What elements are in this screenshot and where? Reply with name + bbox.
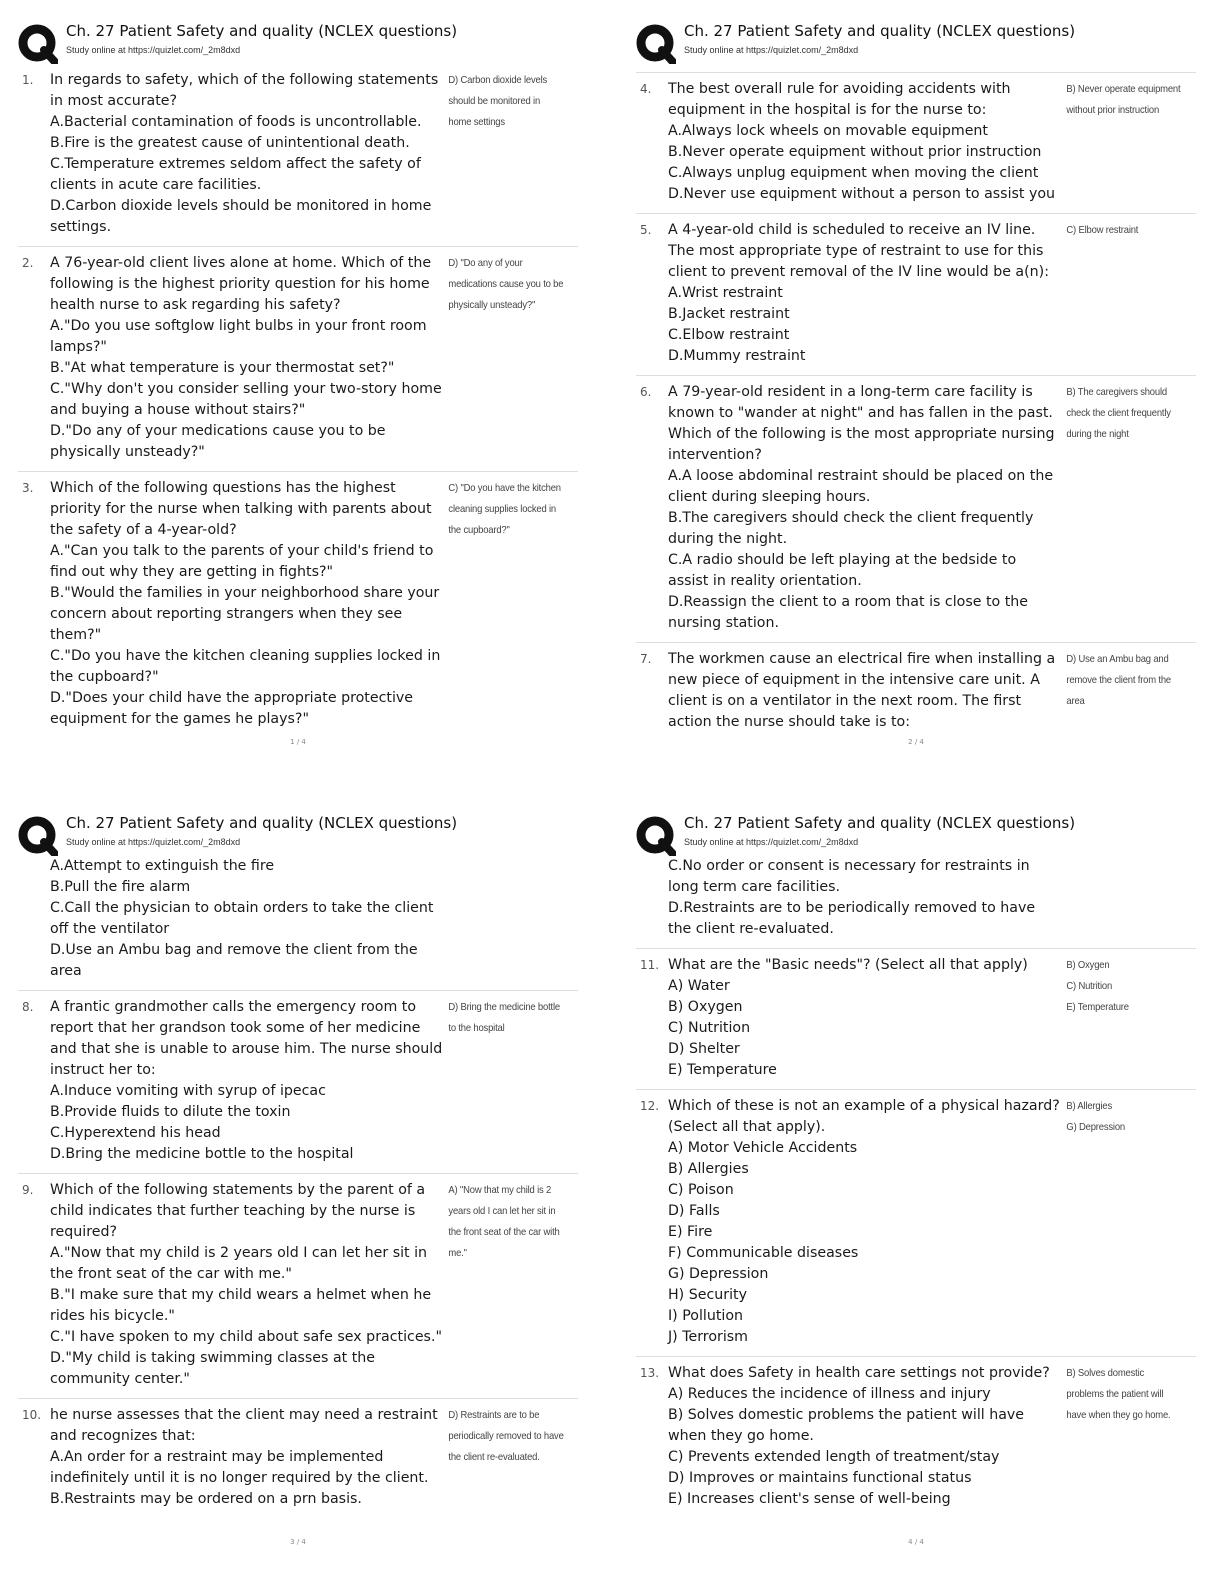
question-stem: What are the "Basic needs"? (Select all that apply): [668, 957, 1028, 973]
document-title: Ch. 27 Patient Safety and quality (NCLEX questions): [66, 814, 458, 832]
document-title: Ch. 27 Patient Safety and quality (NCLEX questions): [684, 22, 1076, 40]
answer-option: B) Solves domestic problems the patient will have when they go home.: [668, 1407, 1025, 1444]
question-number: 10.: [22, 1408, 42, 1422]
question-body: [50, 1405, 443, 1510]
question-number: 3.: [22, 481, 34, 495]
answer-option: C.Call the physician to obtain orders to take the client off the ventilator: [50, 900, 434, 937]
answer-option: J) Terrorism: [668, 1329, 748, 1345]
correct-answer: B) Allergies G) Depression: [1066, 1100, 1125, 1133]
answer-option: A.Induce vomiting with syrup of ipecac: [50, 1083, 326, 1099]
question-stem: The best overall rule for avoiding accidents with equipment in the hospital is for the nurse to:: [668, 81, 1011, 118]
answer-option: D) Improves or maintains functional status: [668, 1470, 972, 1486]
answer-option: D.Use an Ambu bag and remove the client from the area: [50, 942, 418, 979]
page-header: [636, 20, 1196, 64]
question-card: [636, 643, 1196, 741]
question-stem: Which of the following questions has the highest priority for the nurse when talking with parents about the safety of a 4-year-old?: [50, 480, 432, 538]
answer-option: A.Wrist restraint: [668, 285, 783, 301]
answer-option: C.Hyperextend his head: [50, 1125, 221, 1141]
correct-answer: D) "Do any of your medications cause you to be physically unsteady?": [448, 257, 564, 311]
question-card: [636, 214, 1196, 376]
quizlet-logo-icon: [18, 24, 58, 64]
question-body: [50, 70, 443, 238]
answer-option: C) Prevents extended length of treatment/stay: [668, 1449, 1000, 1465]
document-title: Ch. 27 Patient Safety and quality (NCLEX questions): [66, 22, 458, 40]
answer-option: B.The caregivers should check the client frequently during the night.: [668, 510, 1034, 547]
question-number: 1.: [22, 73, 34, 87]
answer-option: B.Restraints may be ordered on a prn basis.: [50, 1491, 362, 1507]
answer-option: A.Always lock wheels on movable equipment: [668, 123, 988, 139]
question-body: [50, 478, 443, 730]
answer-option: A) Reduces the incidence of illness and injury: [668, 1386, 991, 1402]
correct-answer: D) Use an Ambu bag and remove the client from the area: [1066, 653, 1171, 707]
answer-option: D.Mummy restraint: [668, 348, 806, 364]
answer-option: B) Oxygen: [668, 999, 743, 1015]
page-4: [636, 812, 1196, 1552]
page-number: 2 / 4: [908, 738, 924, 746]
answer-option: E) Increases client's sense of well-being: [668, 1491, 951, 1507]
question-stem: Which of these is not an example of a physical hazard? (Select all that apply).: [668, 1098, 1060, 1135]
question-card: [636, 1357, 1196, 1518]
question-card: [636, 376, 1196, 643]
answer-option: C."Do you have the kitchen cleaning supplies locked in the cupboard?": [50, 648, 441, 685]
answer-option: D."My child is taking swimming classes at the community center.": [50, 1350, 375, 1387]
correct-answer: B) Solves domestic problems the patient will have when they go home.: [1066, 1367, 1171, 1421]
study-link[interactable]: Study online at https://quizlet.com/_2m8dxd: [66, 45, 241, 55]
question-stem: In regards to safety, which of the following statements in most accurate?: [50, 72, 439, 109]
page-3: [18, 812, 578, 1552]
study-link[interactable]: Study online at https://quizlet.com/_2m8dxd: [684, 837, 859, 847]
question-card: [18, 247, 578, 472]
question-card: [18, 1174, 578, 1399]
question-stem: A 79-year-old resident in a long-term care facility is known to "wander at night" and has fallen in the past. Which of the following is the most appropriate nursing intervention?: [668, 384, 1055, 463]
answer-option: C."I have spoken to my child about safe sex practices.": [50, 1329, 442, 1345]
question-list: [636, 856, 1196, 1518]
question-card: [636, 949, 1196, 1090]
answer-option: C.A radio should be left playing at the bedside to assist in reality orientation.: [668, 552, 1017, 589]
question-stem: A 4-year-old child is scheduled to receive an IV line. The most appropriate type of restraint to use for this client to prevent removal of the IV line would be a(n):: [668, 222, 1049, 280]
answer-option: D.Restraints are to be periodically removed to have the client re-evaluated.: [668, 900, 1036, 937]
correct-answer: B) Oxygen C) Nutrition E) Temperature: [1066, 959, 1129, 1013]
question-stem: A frantic grandmother calls the emergency room to report that her grandson took some of her medicine and that she is unable to arouse him. The nurse should instruct her to:: [50, 999, 443, 1078]
correct-answer: C) "Do you have the kitchen cleaning supplies locked in the cupboard?": [448, 482, 561, 536]
correct-answer: C) Elbow restraint: [1066, 224, 1139, 236]
answer-option: E) Fire: [668, 1224, 713, 1240]
answer-option: D.Never use equipment without a person to assist you: [668, 186, 1056, 202]
question-stem: Which of the following statements by the parent of a child indicates that further teaching by the nurse is required?: [50, 1182, 426, 1240]
answer-option: B.Pull the fire alarm: [50, 879, 191, 895]
answer-option: A.A loose abdominal restraint should be placed on the client during sleeping hours.: [668, 468, 1054, 505]
question-list: [636, 72, 1196, 741]
question-stem: The workmen cause an electrical fire when installing a new piece of equipment in the intensive care unit. A client is on a ventilator in the next room. The first action the nurse should take is to:: [668, 651, 1056, 730]
correct-answer: B) Never operate equipment without prior instruction: [1066, 83, 1181, 116]
answer-option: C.Temperature extremes seldom affect the safety of clients in acute care facilities.: [50, 156, 421, 193]
question-body: [668, 220, 1061, 367]
question-stem: he nurse assesses that the client may need a restraint and recognizes that:: [50, 1407, 438, 1444]
answer-option: D.Reassign the client to a room that is close to the nursing station.: [668, 594, 1029, 631]
question-card: [18, 64, 578, 247]
question-number: 9.: [22, 1183, 34, 1197]
question-number: 13.: [640, 1366, 660, 1380]
question-card: [636, 72, 1196, 214]
study-link[interactable]: Study online at https://quizlet.com/_2m8dxd: [684, 45, 859, 55]
answer-option: A) Motor Vehicle Accidents: [668, 1140, 858, 1156]
question-body: [668, 1363, 1061, 1510]
answer-option: C) Nutrition: [668, 1020, 751, 1036]
question-number: 8.: [22, 1000, 34, 1014]
answer-option: B."Would the families in your neighborhood share your concern about reporting strangers when they see them?": [50, 585, 440, 643]
question-body: [668, 955, 1061, 1081]
answer-option: C.No order or consent is necessary for restraints in long term care facilities.: [668, 858, 1030, 895]
page-header: [636, 812, 1196, 856]
study-link[interactable]: Study online at https://quizlet.com/_2m8dxd: [66, 837, 241, 847]
answer-option: A) Water: [668, 978, 730, 994]
answer-option: B.Never operate equipment without prior instruction: [668, 144, 1042, 160]
document-title: Ch. 27 Patient Safety and quality (NCLEX questions): [684, 814, 1076, 832]
question-card: [18, 1399, 578, 1518]
answer-option: H) Security: [668, 1287, 747, 1303]
page-2: [636, 20, 1196, 760]
answer-option: C.Elbow restraint: [668, 327, 790, 343]
question-body: [668, 1096, 1061, 1348]
answer-option: A."Now that my child is 2 years old I can let her sit in the front seat of the car with me.": [50, 1245, 428, 1282]
answer-option: B."I make sure that my child wears a helmet when he rides his bicycle.": [50, 1287, 432, 1324]
question-number: 11.: [640, 958, 660, 972]
question-body: [668, 856, 1061, 940]
question-body: [668, 79, 1061, 205]
answer-option: C) Poison: [668, 1182, 734, 1198]
correct-answer: D) Bring the medicine bottle to the hospital: [448, 1001, 560, 1034]
question-card: [18, 991, 578, 1174]
question-body: [50, 1180, 443, 1390]
answer-option: D."Does your child have the appropriate protective equipment for the games he plays?": [50, 690, 414, 727]
answer-option: D.Carbon dioxide levels should be monitored in home settings.: [50, 198, 432, 235]
question-stem: A 76-year-old client lives alone at home. Which of the following is the highest priority question for his home health nurse to ask regarding his safety?: [50, 255, 432, 313]
question-body: [50, 253, 443, 463]
answer-option: B.Fire is the greatest cause of unintentional death.: [50, 135, 410, 151]
page-number: 3 / 4: [290, 1538, 306, 1546]
question-card: [636, 1090, 1196, 1357]
answer-option: C.Always unplug equipment when moving the client: [668, 165, 1039, 181]
correct-answer: D) Restraints are to be periodically removed to have the client re-evaluated.: [448, 1409, 564, 1463]
question-stem: What does Safety in health care settings not provide?: [668, 1365, 1050, 1381]
question-list: [18, 856, 578, 1518]
question-body: [50, 997, 443, 1165]
answer-option: D) Falls: [668, 1203, 720, 1219]
question-number: 12.: [640, 1099, 660, 1113]
answer-option: C."Why don't you consider selling your two-story home and buying a house without stairs?": [50, 381, 442, 418]
question-list: [18, 64, 578, 738]
question-body: [668, 649, 1061, 733]
quizlet-logo-icon: [636, 816, 676, 856]
question-number: 2.: [22, 256, 34, 270]
answer-option: A.An order for a restraint may be implemented indefinitely until it is no longer required by the client.: [50, 1449, 429, 1486]
answer-option: A.Bacterial contamination of foods is uncontrollable.: [50, 114, 422, 130]
answer-option: E) Temperature: [668, 1062, 777, 1078]
page-number: 1 / 4: [290, 738, 306, 746]
answer-option: G) Depression: [668, 1266, 769, 1282]
answer-option: D."Do any of your medications cause you to be physically unsteady?": [50, 423, 386, 460]
answer-option: I) Pollution: [668, 1308, 744, 1324]
question-continuation: [18, 856, 578, 991]
page-1: [18, 20, 578, 760]
question-continuation: [636, 856, 1196, 949]
question-number: 4.: [640, 82, 652, 96]
question-card: [18, 472, 578, 738]
question-body: [50, 856, 443, 982]
quizlet-logo-icon: [18, 816, 58, 856]
answer-option: A.Attempt to extinguish the fire: [50, 858, 275, 874]
question-number: 6.: [640, 385, 652, 399]
page-header: [18, 20, 578, 64]
correct-answer: B) The caregivers should check the client frequently during the night: [1066, 386, 1171, 440]
correct-answer: D) Carbon dioxide levels should be monitored in home settings: [448, 74, 548, 128]
answer-option: A."Can you talk to the parents of your child's friend to find out why they are getting in fights?": [50, 543, 434, 580]
correct-answer: A) "Now that my child is 2 years old I can let her sit in the front seat of the car with me.": [448, 1184, 560, 1259]
question-number: 7.: [640, 652, 652, 666]
answer-option: B.Jacket restraint: [668, 306, 790, 322]
answer-option: B.Provide fluids to dilute the toxin: [50, 1104, 291, 1120]
quizlet-logo-icon: [636, 24, 676, 64]
question-body: [668, 382, 1061, 634]
answer-option: A."Do you use softglow light bulbs in your front room lamps?": [50, 318, 427, 355]
answer-option: B."At what temperature is your thermostat set?": [50, 360, 395, 376]
page-header: [18, 812, 578, 856]
answer-option: D.Bring the medicine bottle to the hospital: [50, 1146, 354, 1162]
answer-option: F) Communicable diseases: [668, 1245, 859, 1261]
page-number: 4 / 4: [908, 1538, 924, 1546]
answer-option: B) Allergies: [668, 1161, 749, 1177]
answer-option: D) Shelter: [668, 1041, 740, 1057]
question-number: 5.: [640, 223, 652, 237]
